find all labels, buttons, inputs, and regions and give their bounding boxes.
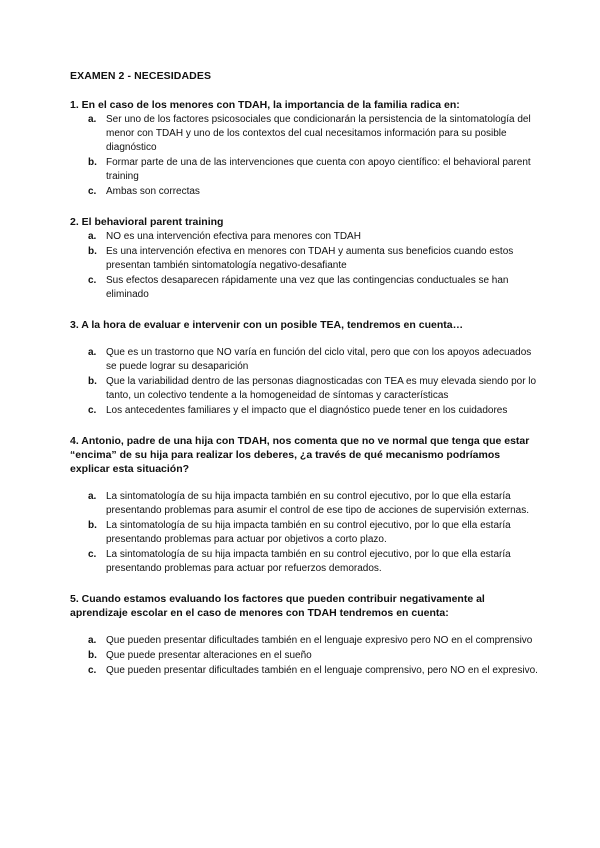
option-list	[70, 490, 540, 576]
option-text: Que la variabilidad dentro de las personas diagnosticadas con TEA es muy elevada siendo por lo tanto, un colectivo tendente a la homogeneidad de síntomas y características	[106, 376, 537, 401]
option-list	[70, 113, 540, 199]
question-3	[70, 318, 540, 418]
question-5	[70, 592, 540, 678]
question-2	[70, 215, 540, 302]
option-list	[70, 346, 540, 418]
option-item	[70, 649, 540, 663]
option-item	[70, 185, 540, 199]
option-letter: b.	[88, 520, 97, 531]
option-text: Ambas son correctas	[106, 186, 200, 197]
question-text: 1. En el caso de los menores con TDAH, la importancia de la familia radica en:	[70, 99, 460, 111]
option-list	[70, 634, 540, 678]
option-letter: b.	[88, 157, 97, 168]
option-item	[70, 519, 540, 547]
option-item	[70, 375, 540, 403]
option-letter: c.	[88, 549, 97, 560]
exam-title: EXAMEN 2 - NECESIDADES	[70, 70, 212, 82]
option-text: Que puede presentar alteraciones en el sueño	[106, 650, 312, 661]
option-item	[70, 274, 540, 302]
option-item	[70, 245, 540, 273]
option-text: Es una intervención efectiva en menores con TDAH y aumenta sus beneficios cuando estos presentan también sintomatología negativo-desafiante	[106, 246, 514, 271]
option-text: La sintomatología de su hija impacta también en su control ejecutivo, por lo que ella estaría presentando problemas para actuar por refuerzos demorados.	[106, 549, 511, 574]
question-text: 4. Antonio, padre de una hija con TDAH, nos comenta que no ve normal que tenga que estar “encima” de su hija para realizar los deberes, ¿a través de qué mecanismo podríamos explicar esta situación?	[70, 435, 530, 475]
exam-page	[70, 70, 540, 694]
option-text: Que pueden presentar dificultades también en el lenguaje comprensivo, pero NO en el expresivo.	[106, 665, 538, 676]
option-letter: a.	[88, 347, 97, 358]
option-item	[70, 634, 540, 648]
question-text: 5. Cuando estamos evaluando los factores que pueden contribuir negativamente al aprendizaje escolar en el caso de menores con TDAH tendremos en cuenta:	[70, 593, 485, 619]
question-4	[70, 434, 540, 576]
option-letter: c.	[88, 275, 97, 286]
question-text: 2. El behavioral parent training	[70, 216, 224, 228]
option-item	[70, 230, 540, 244]
option-text: Los antecedentes familiares y el impacto que el diagnóstico puede tener en los cuidadores	[106, 405, 508, 416]
option-letter: b.	[88, 650, 97, 661]
option-item	[70, 548, 540, 576]
option-letter: a.	[88, 114, 97, 125]
option-item	[70, 346, 540, 374]
question-1	[70, 98, 540, 199]
option-letter: c.	[88, 405, 97, 416]
option-text: La sintomatología de su hija impacta también en su control ejecutivo, por lo que ella estaría presentando problemas para actuar por objetivos a corto plazo.	[106, 520, 511, 545]
question-text: 3. A la hora de evaluar e intervenir con un posible TEA, tendremos en cuenta…	[70, 319, 464, 331]
option-letter: b.	[88, 246, 97, 257]
option-text: Ser uno de los factores psicosociales que condicionarán la persistencia de la sintomatología del menor con TDAH y uno de los contextos del cual necesitamos información para su posible diagnóstico	[106, 114, 531, 153]
option-letter: a.	[88, 635, 97, 646]
option-text: La sintomatología de su hija impacta también en su control ejecutivo, por lo que ella estaría presentando problemas para asumir el control de ese tipo de acciones de supervisión externas.	[106, 491, 530, 516]
option-text: Que es un trastorno que NO varía en función del ciclo vital, pero que con los apoyos adecuados se puede lograr su desaparición	[106, 347, 532, 372]
option-letter: b.	[88, 376, 97, 387]
question-list	[70, 98, 540, 678]
option-list	[70, 230, 540, 302]
option-letter: c.	[88, 186, 97, 197]
option-item	[70, 156, 540, 184]
option-letter: a.	[88, 231, 97, 242]
option-text: NO es una intervención efectiva para menores con TDAH	[106, 231, 361, 242]
option-text: Que pueden presentar dificultades también en el lenguaje expresivo pero NO en el comprensivo	[106, 635, 533, 646]
option-item	[70, 113, 540, 155]
option-item	[70, 664, 540, 678]
option-letter: c.	[88, 665, 97, 676]
option-item	[70, 490, 540, 518]
option-letter: a.	[88, 491, 97, 502]
option-item	[70, 404, 540, 418]
option-text: Sus efectos desaparecen rápidamente una vez que las contingencias conductuales se han eliminado	[106, 275, 509, 300]
option-text: Formar parte de una de las intervenciones que cuenta con apoyo científico: el behavioral parent training	[106, 157, 531, 182]
